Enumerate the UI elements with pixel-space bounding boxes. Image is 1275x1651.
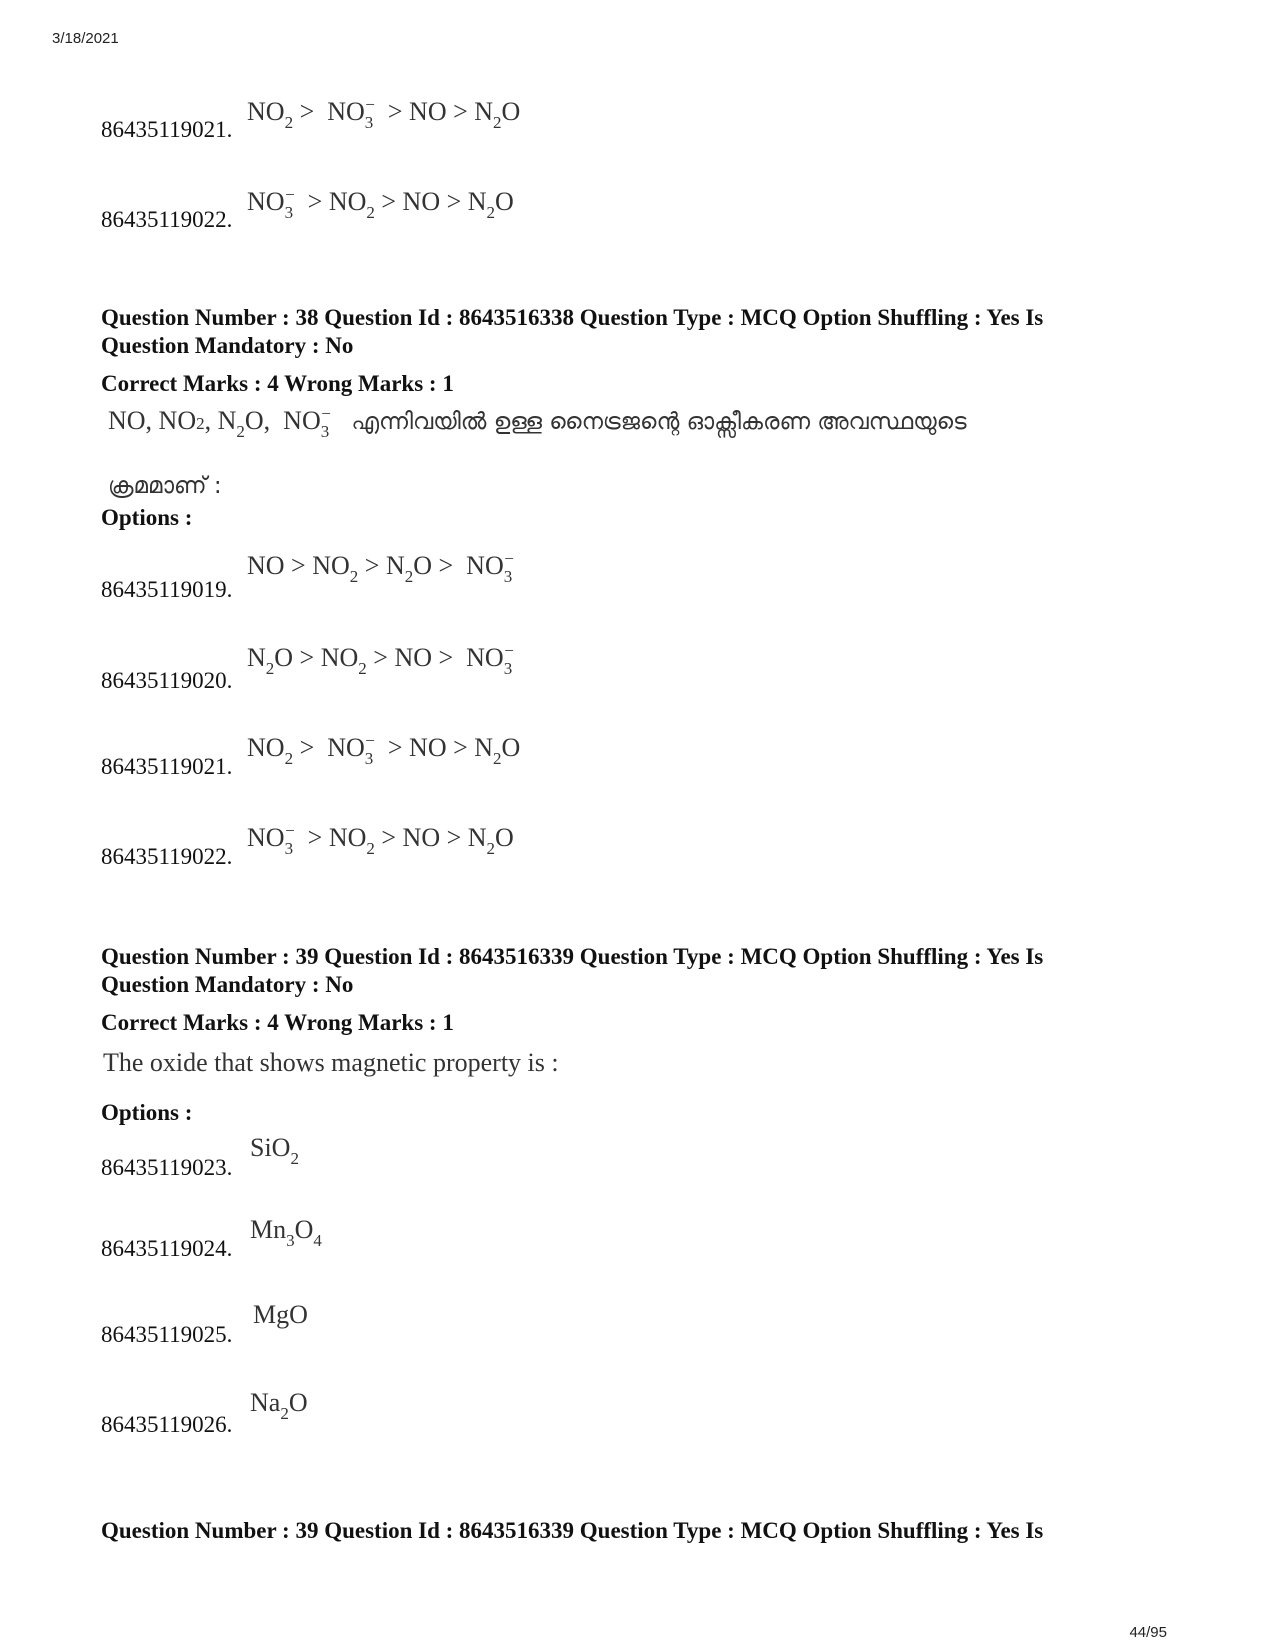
option-formula-image: $Na_2O$ bbox=[250, 1388, 308, 1423]
option-formula-image: $NO_2 > NO_3^-$ > NO > $N_2O$ bbox=[247, 731, 521, 768]
page-number: 44/95 bbox=[1129, 1624, 1167, 1641]
question-heading-line2: Question Mandatory : No bbox=[101, 333, 354, 358]
option-id: 86435119020. bbox=[101, 668, 233, 693]
option-formula-image: SiO$_2$ bbox=[250, 1133, 299, 1168]
option-formula-image: NO > $NO_2 > N_2O > NO_3^-$ bbox=[247, 549, 514, 586]
option-id: 86435119024. bbox=[101, 1236, 233, 1261]
options-label: Options : bbox=[101, 1100, 193, 1125]
question-heading bbox=[101, 1517, 1181, 1545]
option-id: 86435119021. bbox=[101, 117, 233, 142]
question-formula-image: NO, NO2, $N_2O$, $NO_3^-$ bbox=[108, 404, 331, 441]
question-heading-line1: Question Number : 38 Question Id : 8643516338 Question Type : MCQ Option Shuffling : Yes Is bbox=[101, 305, 1044, 330]
option-id: 86435119025. bbox=[101, 1322, 233, 1347]
option-formula-image: $N_2O > NO_2$ > NO > $NO_3^-$ bbox=[247, 641, 514, 678]
question-text-malayalam-line2: ക്രമമാണ് : bbox=[108, 473, 222, 499]
option-formula-image: $Mn_3O_4$ bbox=[250, 1215, 322, 1250]
print-date: 3/18/2021 bbox=[52, 30, 119, 47]
question-marks: Correct Marks : 4 Wrong Marks : 1 bbox=[101, 371, 454, 396]
option-formula-image: $NO_2 > NO_3^-$ > NO > $N_2O$ bbox=[247, 95, 521, 132]
option-id: 86435119022. bbox=[101, 207, 233, 232]
question-marks: Correct Marks : 4 Wrong Marks : 1 bbox=[101, 1010, 454, 1035]
option-id: 86435119026. bbox=[101, 1412, 233, 1437]
options-label: Options : bbox=[101, 505, 193, 530]
option-id: 86435119021. bbox=[101, 754, 233, 779]
option-formula-image: MgO bbox=[253, 1300, 308, 1329]
option-id: 86435119023. bbox=[101, 1155, 233, 1180]
question-heading-line1: Question Number : 39 Question Id : 8643516339 Question Type : MCQ Option Shuffling : Yes Is bbox=[101, 944, 1044, 969]
question-text: The oxide that shows magnetic property is : bbox=[103, 1048, 559, 1077]
question-heading-line2: Question Mandatory : No bbox=[101, 972, 354, 997]
question-text-malayalam-line1: എന്നിവയിൽ ഉള്ള നൈട്രജന്റെ ഓക്സീകരണ അവസ്ഥയുടെ bbox=[351, 409, 967, 435]
question-heading bbox=[101, 304, 1181, 360]
option-id: 86435119022. bbox=[101, 844, 233, 869]
option-formula-image: $NO_3^- > NO_2$ > NO > $N_2O$ bbox=[247, 185, 514, 222]
question-heading-line1: Question Number : 39 Question Id : 8643516339 Question Type : MCQ Option Shuffling : Yes Is bbox=[101, 1518, 1044, 1543]
question-heading bbox=[101, 943, 1181, 999]
option-formula-image: $NO_3^- > NO_2$ > NO > $N_2O$ bbox=[247, 821, 514, 858]
option-id: 86435119019. bbox=[101, 577, 233, 602]
question-text bbox=[108, 404, 967, 441]
